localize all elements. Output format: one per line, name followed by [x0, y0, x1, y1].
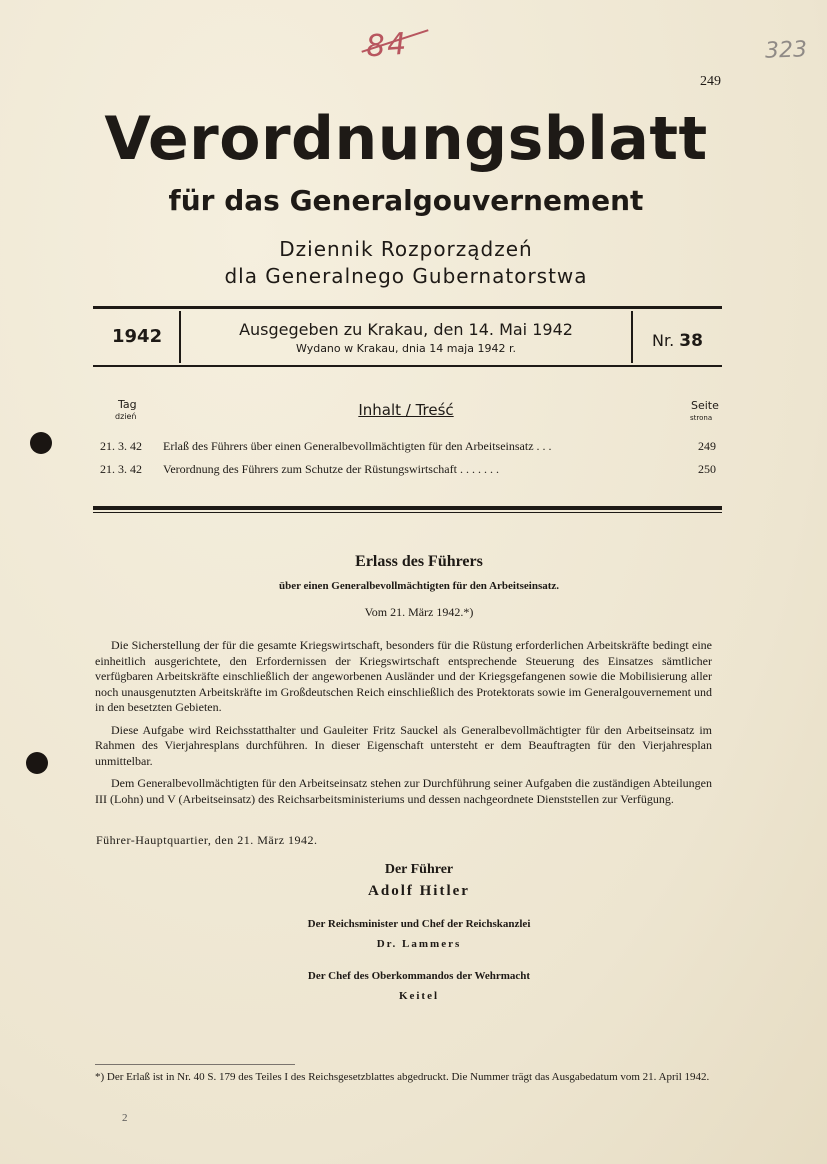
signature-role-2: Der Reichsminister und Chef der Reichskanzlei [307, 918, 531, 930]
toc-row-text: Verordnung des Führers zum Schutze der Rüstungswirtschaft . . . . . . . [163, 462, 499, 476]
toc-row-date: 21. 3. 42 [100, 439, 142, 453]
masthead-title: Verordnungsblatt [104, 104, 708, 174]
signature-role-1: Der Führer [384, 862, 454, 877]
signature-name-3: Keitel [398, 990, 440, 1002]
toc-row-date: 21. 3. 42 [100, 462, 142, 476]
toc-bottom-rule-thin [93, 512, 722, 513]
toc-row-text: Erlaß des Führers über einen Generalbevollmächtigten für den Arbeitseinsatz . . . [163, 439, 552, 453]
decree-title: Erlass des Führers [355, 553, 483, 570]
masthead-polish-line2: dla Generalnego Gubernatorstwa [224, 264, 588, 288]
toc-row-page: 249 [698, 439, 716, 453]
issue-number-prefix: Nr. [652, 331, 675, 350]
toc-col-day: Tag [118, 398, 137, 411]
toc-bottom-rule [93, 506, 722, 510]
page-number: 249 [700, 74, 721, 89]
handwritten-red-number: 84 [364, 26, 410, 65]
footnote: *) Der Erlaß ist in Nr. 40 S. 179 des Teiles I des Reichsgesetzblattes abgedruckt. Die Nummer trägt das Ausgabedatum vom 21. April 1942. [95, 1071, 710, 1083]
issue-bar-top-rule [93, 306, 722, 309]
toc-col-page-pl: strona [690, 414, 713, 422]
toc-col-day-pl: dzień [115, 412, 137, 421]
punch-hole-bottom [26, 752, 48, 774]
masthead-subtitle: für das Generalgouvernement [168, 184, 644, 217]
issued-polish: Wydano w Krakau, dnia 14 maja 1942 r. [296, 342, 516, 355]
toc-heading-text: Inhalt / Treść [358, 401, 454, 419]
issued-german: Ausgegeben zu Krakau, den 14. Mai 1942 [239, 320, 573, 339]
bottom-number: 2 [122, 1112, 128, 1124]
toc-row [100, 439, 716, 454]
decree-paragraph: Diese Aufgabe wird Reichsstatthalter und Gauleiter Fritz Sauckel als Generalbevollmächtigter für den Arbeitseinsatz im Rahmen des Vierjahresplans durchführen. In dieser Eigenschaft untersteht er dem Beauftragten für den Vierjahresplan unmittelbar. [95, 722, 712, 768]
issue-bar-bottom-rule [93, 365, 722, 367]
signature-name-1: Adolf Hitler [368, 883, 470, 899]
signature-name-2: Dr. Lammers [376, 938, 462, 950]
decree-subtitle: über einen Generalbevollmächtigten für den Arbeitseinsatz. [278, 580, 560, 592]
decree-paragraph: Dem Generalbevollmächtigten für den Arbeitseinsatz stehen zur Durchführung seiner Aufgaben die zuständigen Abteilungen III (Lohn) und V (Arbeitseinsatz) des Reichsarbeitsministeriums und dessen nachgeordnete Dienststellen zur Verfügung. [95, 776, 712, 806]
punch-hole-top [30, 432, 52, 454]
handwritten-gray-number: 323 [764, 37, 808, 64]
signature-role-3: Der Chef des Oberkommandos der Wehrmacht [307, 970, 531, 982]
masthead-polish-line1: Dziennik Rozporządzeń [279, 237, 533, 261]
toc-row [100, 462, 716, 477]
headquarters-line: Führer-Hauptquartier, den 21. März 1942. [96, 833, 318, 847]
issue-number-value: 38 [679, 331, 703, 351]
toc-col-page: Seite [691, 399, 719, 412]
decree-paragraph: Die Sicherstellung der für die gesamte Kriegswirtschaft, besonders für die Rüstung erforderlichen Arbeitskräfte bedingt eine einheitlich ausgerichtete, den Erfordernissen der Kriegswirtschaft entsprechende Steuerung des Einsatzes sämtlicher verfügbaren Arbeitskräfte einschließlich der angeworbenen Ausländer und der Kriegsgefangenen sowie die Mobilisierung aller noch unausgenutzten Arbeitskräfte im Großdeutschen Reich einschließlich des Protektorats sowie im Generalgouvernement und in den besetzten Gebieten. [95, 638, 712, 714]
decree-date: Vom 21. März 1942.*) [364, 605, 474, 619]
issue-number [652, 331, 703, 351]
toc-row-page: 250 [698, 462, 716, 476]
issue-year: 1942 [112, 326, 163, 347]
footnote-rule [95, 1064, 295, 1065]
decree-body [95, 638, 712, 814]
